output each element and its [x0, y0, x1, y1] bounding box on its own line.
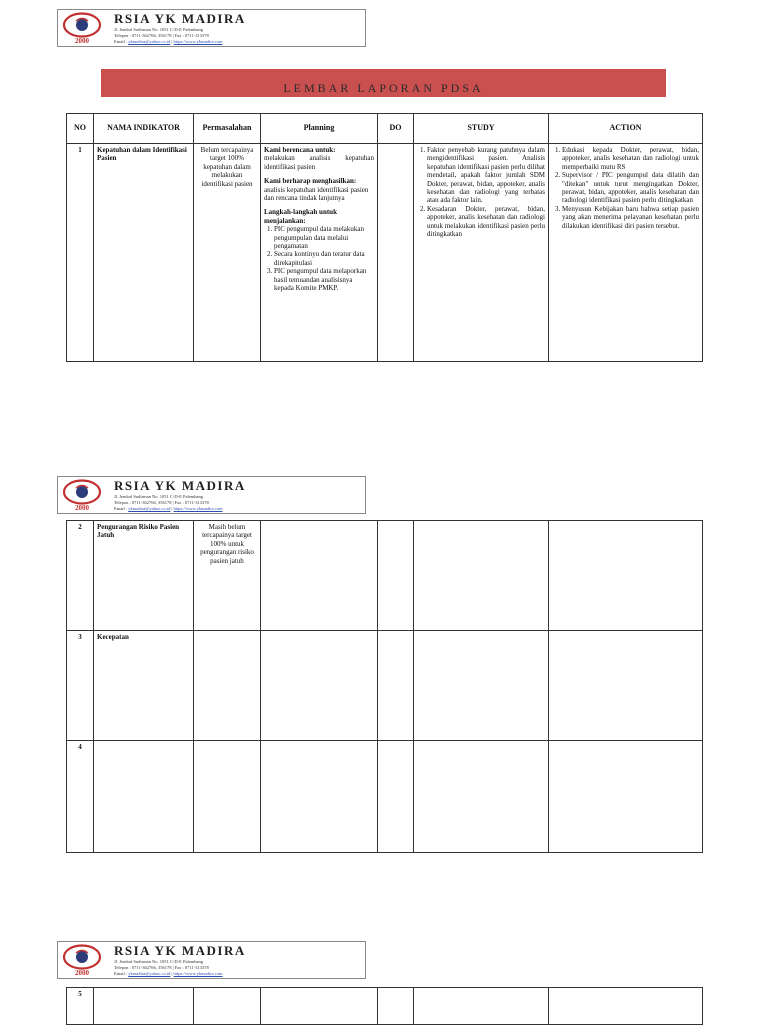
pdsa-table-3 — [66, 987, 703, 1025]
planning-cell — [261, 741, 378, 853]
planning-cell — [261, 988, 378, 1025]
pdsa-table-2 — [66, 520, 703, 853]
study-cell — [414, 741, 549, 853]
col-header-action: ACTION — [549, 114, 703, 144]
hospital-phone: Telepon : 0711-362766, 356178 | Fax : 0711-313378 — [114, 964, 209, 970]
plan-text: analisis kepatuhan identifikasi pasien dan rencana tindak lanjutnya — [264, 185, 369, 203]
do-cell — [378, 631, 414, 741]
website-link[interactable]: https://www.ykmadira.com — [173, 38, 223, 44]
row-number: 4 — [67, 741, 94, 853]
hospital-address: Jl. Jendral Sudirman No. 1051 C-D-E Palembang — [114, 958, 203, 964]
plan-steps-list — [264, 225, 374, 292]
action-list — [552, 146, 699, 230]
action-cell — [549, 631, 703, 741]
plan-heading: Kami berharap menghasilkan: — [264, 177, 357, 186]
action-cell — [549, 144, 703, 362]
email-label: Email : — [114, 970, 128, 976]
hospital-name: RSIA YK MADIRA — [114, 477, 246, 493]
col-header-problem: Permasalahan — [194, 114, 261, 144]
hospital-contact — [114, 971, 246, 977]
problem-text: Masih belum tercapainya target 100% untuk pengurangan risiko pasien jatuh — [194, 521, 261, 631]
list-item: 1. Edukasi kepada Dokter, perawat, bidan, appoteker, analis kesehatan dan radiologi untuk memperbaiki mutu RS — [562, 146, 699, 171]
list-item: 3. PIC pengumpul data melaporkan hasil temuandan analisisnya kepada Komite PMKP. — [274, 267, 374, 292]
email-link[interactable]: ykmadira@yahoo.co.id — [128, 38, 171, 44]
table-row — [67, 144, 703, 362]
table-row — [67, 521, 703, 631]
list-item: 2. Secara kontinyu dan teratur data direkapitulasi — [274, 250, 374, 267]
list-item: 3. Menyusun Kebijakan baru bahwa setiap pasien yang akan menerima pelayanan kesehatan perlu dilakukan identifikasi diri pasien tersebut. — [562, 205, 699, 230]
website-link[interactable]: https://www.ykmadira.com — [173, 970, 223, 976]
row-number: 3 — [67, 631, 94, 741]
col-header-no: NO — [67, 114, 94, 144]
list-item: 2. Supervisor / PIC pengumpul data dilatih dan "ditekan" untuk turut mengingatkan Dokter, perawat, bidan, appoteker, analis kesehatan dan radiologi identifikasi pasien perlu ditingkatkan — [562, 171, 699, 205]
letterhead-2 — [57, 476, 366, 514]
svg-text:2000: 2000 — [75, 504, 89, 511]
plan-heading: Kami berencana untuk: — [264, 146, 336, 154]
table-header-row — [67, 114, 703, 144]
col-header-indicator: NAMA INDIKATOR — [94, 114, 194, 144]
email-label: Email : — [114, 38, 128, 44]
logo-emblem-icon — [62, 12, 102, 44]
list-item: 1. Faktor penyebab kurang patuhnya dalam mengidentifikasi pasien. Analisis kepatuhan identifikasi pasien perlu dilihat mendetail, apakah faktor jumlah SDM Dokter, perawat, bidan, appoteker, analis kesehatan dan radiologi yang terbatas atau ada faktor lain. — [427, 146, 545, 205]
hospital-phone: Telepon : 0711-362766, 356178 | Fax : 0711-313378 — [114, 32, 209, 38]
pdsa-table-1 — [66, 113, 703, 362]
logo-emblem-icon — [62, 944, 102, 976]
letterhead-3 — [57, 941, 366, 979]
list-item: 1. PIC pengumpul data melakukan pengumpulan data melalui pengamatan — [274, 225, 374, 250]
col-header-study: STUDY — [414, 114, 549, 144]
logo-emblem-icon — [62, 479, 102, 511]
email-link[interactable]: ykmadira@yahoo.co.id — [128, 505, 171, 511]
indicator-name: Pengurangan Risiko Pasien Jatuh — [94, 521, 194, 631]
plan-text: melakukan analisis kepatuhan identifikasi pasien — [264, 154, 374, 171]
do-cell — [378, 521, 414, 631]
do-cell — [378, 741, 414, 853]
svg-text:2000: 2000 — [75, 969, 89, 976]
indicator-name: Kecepatan — [94, 631, 194, 741]
contact-separator: | — [171, 38, 173, 44]
col-header-planning: Planning — [261, 114, 378, 144]
hospital-logo — [62, 12, 102, 44]
report-title-banner — [101, 69, 666, 97]
action-cell — [549, 521, 703, 631]
report-title: LEMBAR LAPORAN PDSA — [283, 81, 484, 95]
study-cell — [414, 631, 549, 741]
hospital-name: RSIA YK MADIRA — [114, 942, 246, 958]
indicator-name — [94, 988, 194, 1025]
table-row — [67, 988, 703, 1025]
action-cell — [549, 741, 703, 853]
website-link[interactable]: https://www.ykmadira.com — [173, 505, 223, 511]
do-cell — [378, 988, 414, 1025]
hospital-contact — [114, 506, 246, 512]
planning-cell — [261, 521, 378, 631]
hospital-logo — [62, 944, 102, 976]
hospital-contact — [114, 39, 246, 45]
study-cell — [414, 521, 549, 631]
study-cell — [414, 988, 549, 1025]
planning-cell — [261, 144, 378, 362]
col-header-do: DO — [378, 114, 414, 144]
list-item: 2. Kesadaran Dokter, perawat, bidan, appoteker, analis kesehatan dan radiologi untuk melakukan identifikasi pasien perlu ditingkatkan — [427, 205, 545, 239]
plan-heading: Langkah-langkah untuk menjalankan: — [264, 208, 337, 225]
problem-text — [194, 631, 261, 741]
hospital-address: Jl. Jendral Sudirman No. 1051 C-D-E Palembang — [114, 493, 203, 499]
study-cell — [414, 144, 549, 362]
problem-text — [194, 741, 261, 853]
svg-text:2000: 2000 — [75, 37, 89, 44]
problem-text — [194, 988, 261, 1025]
hospital-address: Jl. Jendral Sudirman No. 1051 C-D-E Palembang — [114, 26, 203, 32]
contact-separator: | — [171, 970, 173, 976]
row-number: 2 — [67, 521, 94, 631]
do-cell — [378, 144, 414, 362]
indicator-name: Kepatuhan dalam Identifikasi Pasien — [94, 144, 194, 362]
table-row — [67, 631, 703, 741]
problem-text: Belum tercapainya target 100% kepatuhan dalam melakukan identifikasi pasien — [194, 144, 261, 362]
row-number: 5 — [67, 988, 94, 1025]
email-link[interactable]: ykmadira@yahoo.co.id — [128, 970, 171, 976]
hospital-logo — [62, 479, 102, 511]
study-list — [417, 146, 545, 238]
row-number: 1 — [67, 144, 94, 362]
hospital-name: RSIA YK MADIRA — [114, 10, 246, 26]
indicator-name — [94, 741, 194, 853]
letterhead-1 — [57, 9, 366, 47]
planning-cell — [261, 631, 378, 741]
action-cell — [549, 988, 703, 1025]
contact-separator: | — [171, 505, 173, 511]
table-row — [67, 741, 703, 853]
email-label: Email : — [114, 505, 128, 511]
hospital-phone: Telepon : 0711-362766, 356178 | Fax : 0711-313378 — [114, 499, 209, 505]
